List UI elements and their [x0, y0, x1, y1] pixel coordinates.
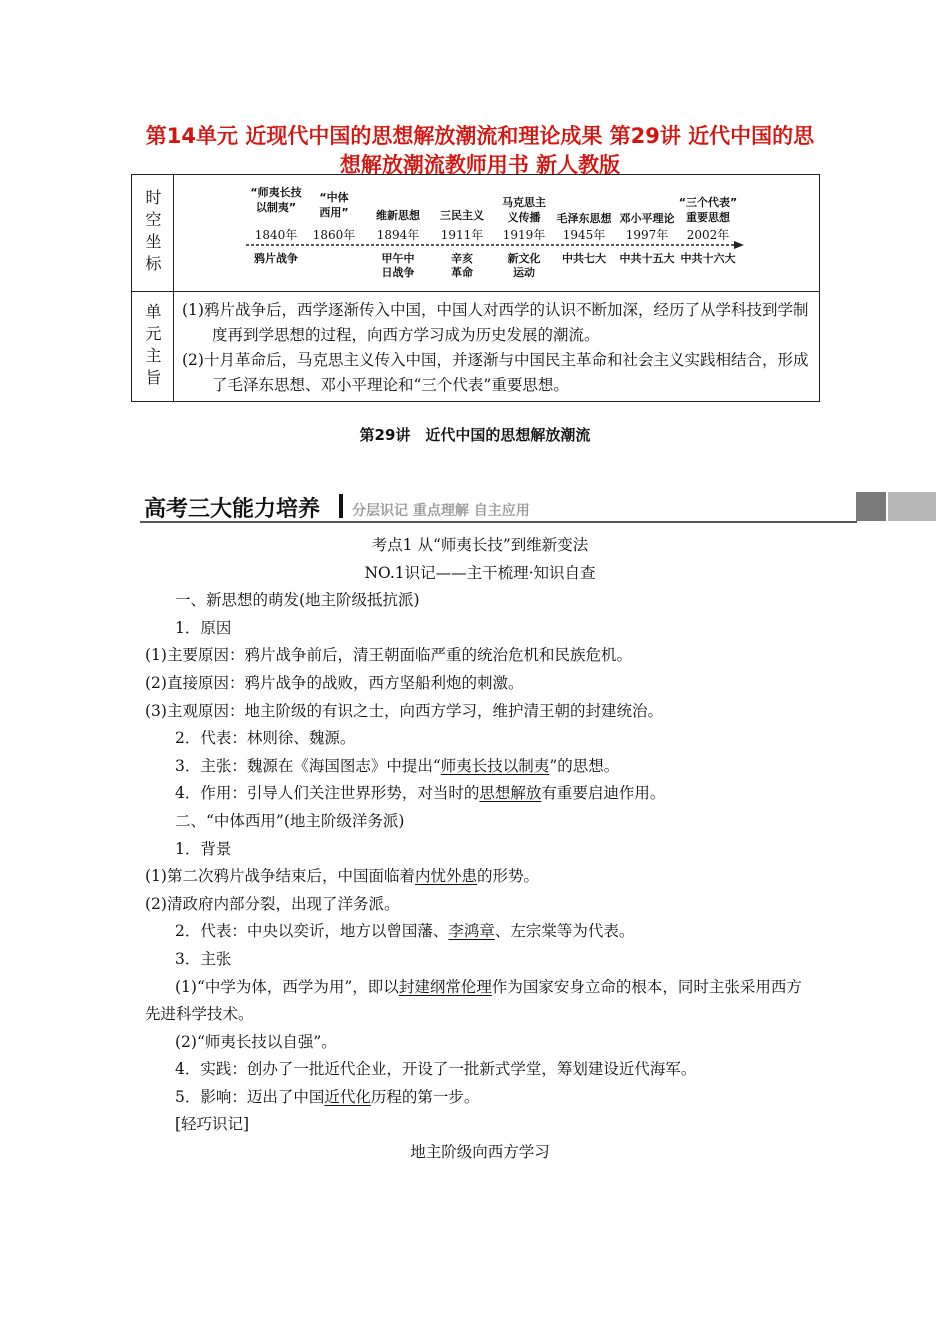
- text-span: 4．作用：引导人们关注世界形势，对当时的: [175, 784, 480, 803]
- timeline-event-below: 中共十六大: [680, 252, 736, 265]
- row-label-theme: 单元主旨: [143, 303, 162, 391]
- theme-point-1: (1)鸦片战争后，西学逐渐传入中国，中国人对西学的认识不断加深，经历了从学科技到学制度再到学思想的过程，向西方学习成为历史发展的潮流。: [182, 301, 809, 344]
- banner-title: 高考三大能力培养: [144, 497, 321, 522]
- timeline-event-label: “三个代表” 重要思想: [678, 196, 738, 224]
- main-content: [145, 532, 815, 1167]
- key-term: 封建纲常伦理: [398, 977, 492, 996]
- row-label-cell: [132, 175, 174, 291]
- timeline-event-label: 马克思主 义传播: [502, 196, 546, 224]
- text-span: (1)“中学为体，西学为用”，即以: [175, 977, 399, 996]
- section-banner: [140, 490, 820, 524]
- timeline-event-label: 维新思想: [376, 209, 420, 222]
- text-span: 2．代表：中央以奕䜣，地方以曾国藩、: [175, 922, 449, 941]
- subsection-heading: 1．原因: [175, 618, 232, 637]
- banner-divider: [339, 494, 343, 518]
- key-term: 李鸿章: [448, 922, 495, 941]
- paragraph: [145, 974, 815, 1029]
- no1-heading: NO.1识记——主干梳理·知识自查: [364, 563, 596, 582]
- lecture-title: 第29讲 近代中国的思想解放潮流: [359, 426, 591, 444]
- timeline-event-label: 三民主义: [440, 209, 484, 222]
- timeline-event-below: 鸦片战争: [254, 252, 298, 265]
- tip-title: 地主阶级向西方学习: [410, 1143, 550, 1162]
- text-span: 5．影响：迈出了中国: [175, 1087, 325, 1106]
- paragraph: (2)直接原因：鸦片战争的战败，西方坚船利炮的刺激。: [145, 673, 524, 692]
- paragraph: [145, 918, 815, 946]
- text-span: (1)第二次鸦片战争结束后，中国面临着: [145, 867, 415, 886]
- text-span: 历程的第一步。: [370, 1087, 480, 1106]
- timeline-event-below: 甲午中 日战争: [381, 252, 415, 279]
- paragraph: 2．代表：林则徐、魏源。: [175, 729, 356, 748]
- timeline-event-label: “师夷长技 以制夷”: [250, 186, 302, 214]
- theme-row: [132, 292, 819, 402]
- key-term: 思想解放: [479, 784, 542, 803]
- timeline-year: 2002年: [686, 228, 730, 242]
- unit-overview-table: [131, 174, 820, 402]
- subsection-heading: 1．背景: [175, 839, 232, 858]
- paragraph: [145, 753, 815, 781]
- subsection-heading: 3．主张: [175, 949, 232, 968]
- paragraph: (2)“师夷长技以自强”。: [175, 1032, 337, 1051]
- timeline-event-label: “中体 西用”: [319, 191, 349, 219]
- text-span: 作为国家安身立命的根本，同时主张采用西方先进科学技术。: [145, 977, 802, 1024]
- timeline-row: [132, 175, 819, 292]
- paragraph: 4．实践：创办了一批近代企业，开设了一批新式学堂，筹划建设近代海军。: [175, 1060, 697, 1079]
- unit-theme-text: [182, 298, 812, 398]
- timeline-year: 1894年: [376, 228, 420, 242]
- timeline-year: 1911年: [440, 228, 484, 242]
- banner-decor-dark: [856, 492, 886, 521]
- timeline-event-below: 新文化 运动: [507, 252, 541, 279]
- section-heading: 一、新思想的萌发(地主阶级抵抗派): [175, 591, 420, 610]
- tip-heading: [轻巧识记]: [175, 1115, 250, 1134]
- timeline-year: 1860年: [312, 228, 356, 242]
- theme-point-2: (2)十月革命后，马克思主义传入中国，并逐渐与中国民主革命和社会主义实践相结合，形成了毛泽东思想、邓小平理论和“三个代表”重要思想。: [182, 351, 809, 394]
- timeline-year: 1919年: [502, 228, 546, 242]
- banner-subtitle: 分层识记 重点理解 自主应用: [352, 503, 530, 519]
- paragraph: (3)主观原因：地主阶级的有识之士，向西方学习，维护清王朝的封建统治。: [145, 701, 663, 720]
- key-term: 内忧外患: [414, 867, 477, 886]
- row-label-timeline: 时空坐标: [143, 189, 162, 277]
- timeline-event-below: 中共七大: [562, 252, 606, 265]
- timeline-year: 1997年: [625, 228, 669, 242]
- paragraph: [145, 780, 815, 808]
- timeline-event-label: 毛泽东思想: [556, 212, 612, 225]
- timeline-event-label: 邓小平理论: [619, 212, 675, 225]
- text-span: ”的思想。: [549, 756, 620, 775]
- document-title: 第14单元 近现代中国的思想解放潮流和理论成果 第29讲 近代中国的思想解放潮流教师用书 新人教版: [145, 124, 815, 177]
- banner-decor-light: [888, 492, 936, 521]
- key-term: 师夷长技以制夷: [440, 756, 550, 775]
- row-label-cell: [132, 292, 174, 402]
- text-span: 有重要启迪作用。: [541, 784, 666, 803]
- paragraph: (2)清政府内部分裂，出现了洋务派。: [145, 894, 400, 913]
- text-span: 3．主张：魏源在《海国图志》中提出“: [175, 756, 441, 775]
- kaodian-heading: 考点1 从“师夷长技”到维新变法: [371, 536, 589, 554]
- timeline-year: 1945年: [562, 228, 606, 242]
- paragraph: [145, 1084, 815, 1112]
- timeline-event-below: 辛亥 革命: [451, 252, 473, 279]
- paragraph: [145, 863, 815, 891]
- section-heading: 二、“中体西用”(地主阶级洋务派): [175, 811, 405, 830]
- timeline-year: 1840年: [254, 228, 298, 242]
- text-span: 、左宗棠等为代表。: [494, 922, 635, 941]
- timeline-event-below: 中共十五大: [619, 252, 675, 265]
- paragraph: (1)主要原因：鸦片战争前后，清王朝面临严重的统治危机和民族危机。: [145, 646, 632, 665]
- timeline: [174, 175, 820, 292]
- text-span: 的形势。: [476, 867, 539, 886]
- key-term: 近代化: [324, 1087, 371, 1106]
